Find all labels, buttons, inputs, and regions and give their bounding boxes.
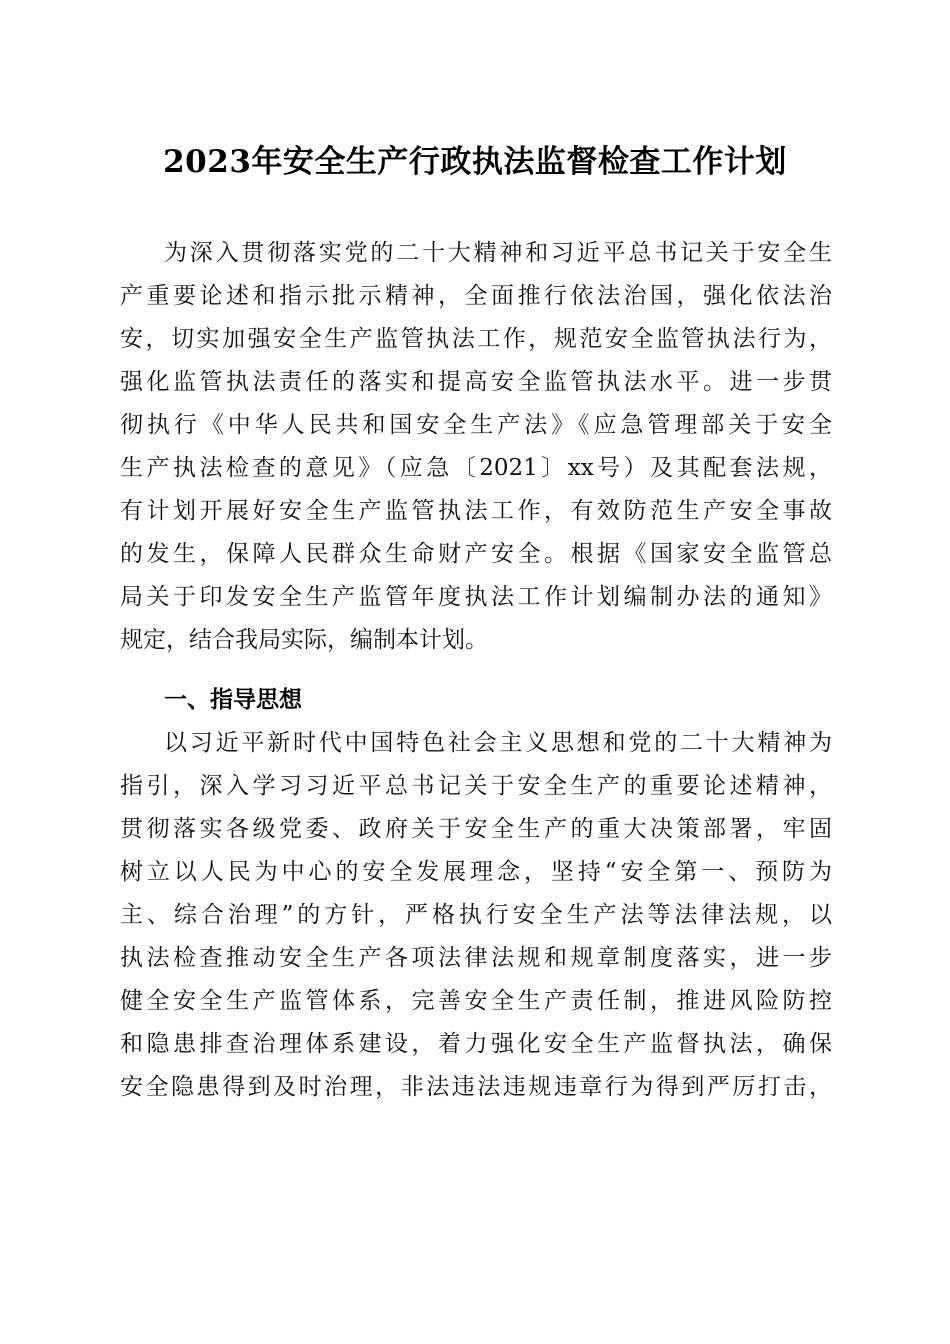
text-line: 为深入贯彻落实党的二十大精神和习近平总书记关于安全生 — [164, 240, 832, 266]
text-line: 贯彻落实各级党委、政府关于安全生产的重大决策部署，牢固 — [120, 816, 832, 842]
text-line: 的发生，保障人民群众生命财产安全。根据《国家安全监管总 — [120, 541, 832, 567]
document-title: 2023年安全生产行政执法监督检查工作计划 — [163, 144, 787, 180]
text-line: 产重要论述和指示批示精神，全面推行依法治国，强化依法治 — [120, 283, 832, 309]
text-line: 安全隐患得到及时治理，非法违法违规违章行为得到严厉打击， — [120, 1074, 832, 1100]
text-line: 以习近平新时代中国特色社会主义思想和党的二十大精神为 — [164, 730, 832, 756]
text-line: 安，切实加强安全生产监管执法工作，规范安全监管执法行为， — [120, 326, 832, 352]
text-line: 彻执行《中华人民共和国安全生产法》《应急管理部关于安全 — [120, 412, 832, 438]
text-line: 健全安全生产监管体系，完善安全生产责任制，推进风险防控 — [120, 988, 832, 1014]
text-line: 树立以人民为中心的安全发展理念，坚持“安全第一、预防为 — [120, 859, 832, 885]
text-line: 主、综合治理”的方针，严格执行安全生产法等法律法规，以 — [120, 902, 832, 928]
section-1-paragraph — [120, 722, 832, 1109]
text-line: 和隐患排查治理体系建设，着力强化安全生产监督执法，确保 — [120, 1031, 832, 1057]
section-heading-guiding-ideology: 一、指导思想 — [164, 687, 302, 713]
text-line: 有计划开展好安全生产监管执法工作，有效防范生产安全事故 — [120, 498, 832, 524]
text-line: 指引，深入学习习近平总书记关于安全生产的重要论述精神， — [120, 773, 832, 799]
intro-paragraph — [120, 232, 832, 662]
text-line: 局关于印发安全生产监管年度执法工作计划编制办法的通知》 — [120, 584, 832, 610]
text-line: 执法检查推动安全生产各项法律法规和规章制度落实，进一步 — [120, 945, 832, 971]
text-line: 规定，结合我局实际，编制本计划。 — [120, 627, 488, 653]
text-line: 强化监管执法责任的落实和提高安全监管执法水平。进一步贯 — [120, 369, 832, 395]
text-line: 生产执法检查的意见》（应急〔2021〕xx号）及其配套法规， — [120, 455, 832, 481]
